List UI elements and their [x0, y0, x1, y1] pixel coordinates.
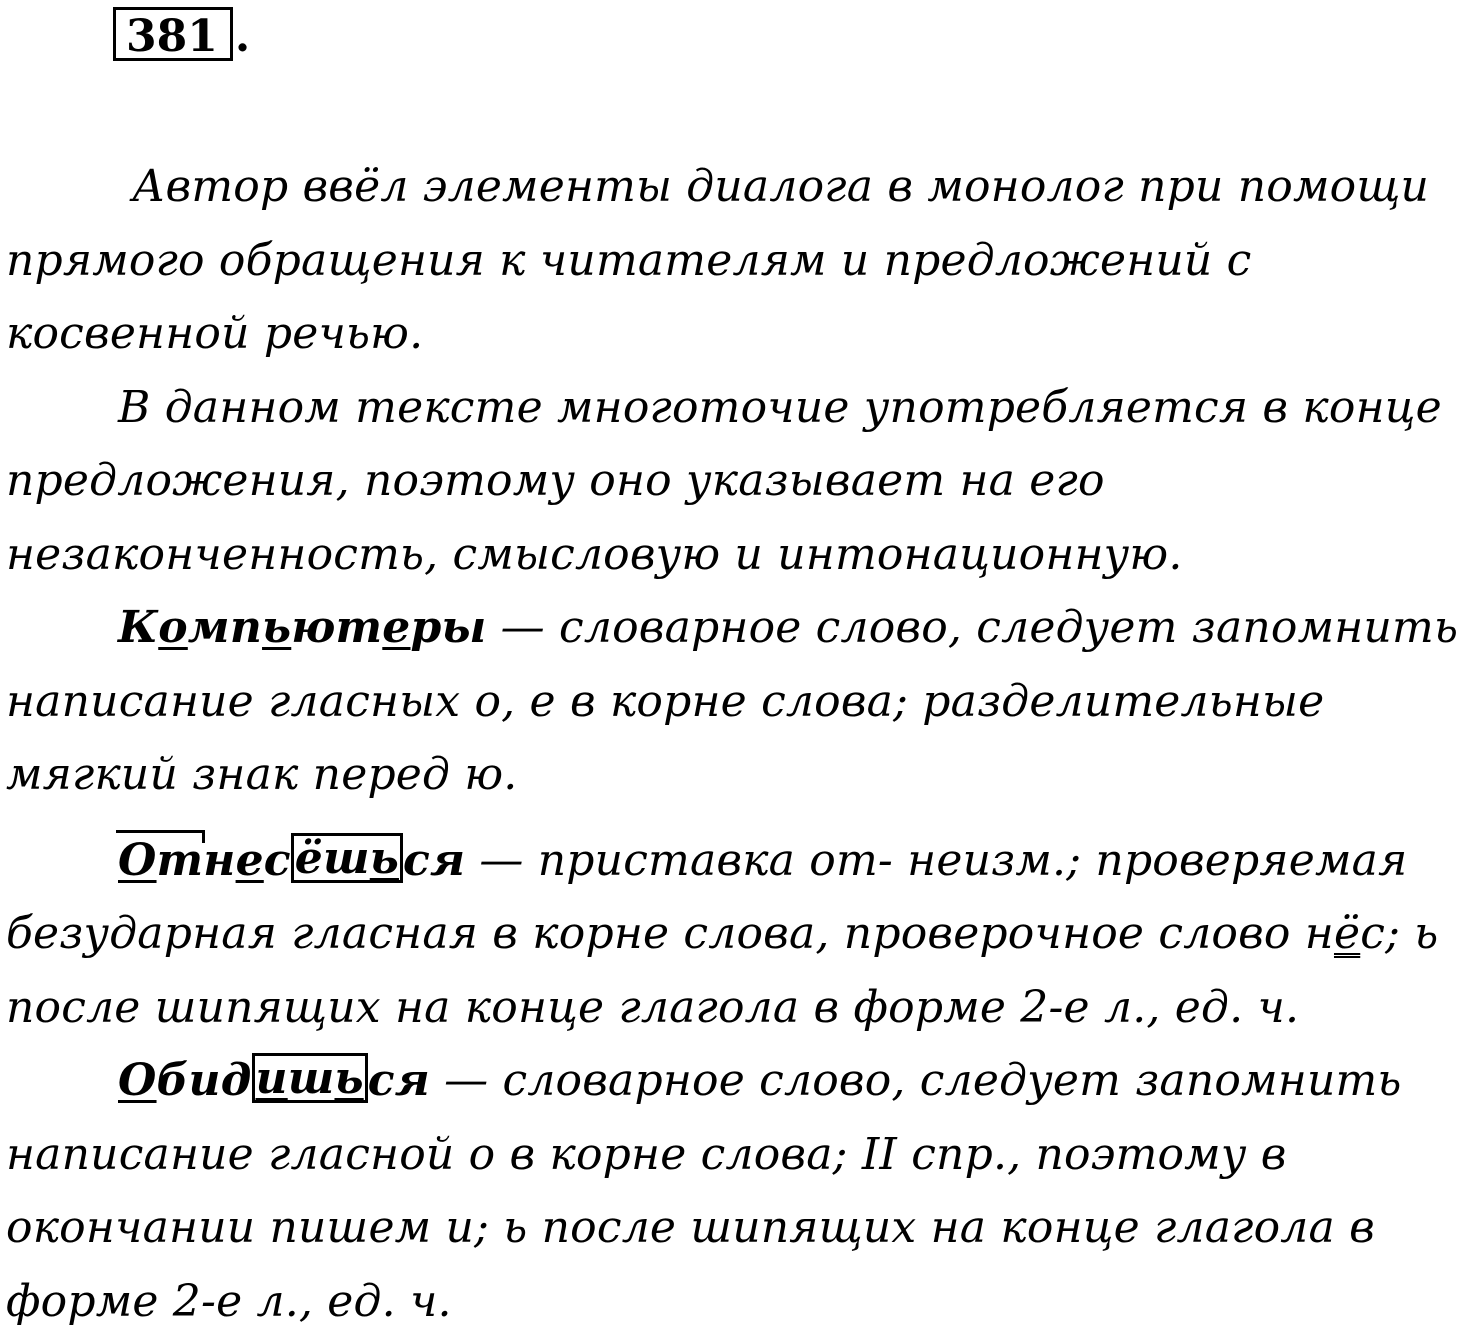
headword-part: бид [157, 1055, 252, 1106]
headword-otnesyoshsya [118, 835, 465, 886]
ending-box [291, 833, 403, 883]
para3-line3: мягкий знак перед ю. [6, 738, 1398, 812]
para2-line1: В данном тексте многоточие употребляется в конце [6, 371, 1398, 445]
para3-line1 [6, 591, 1398, 665]
ending-part: ш [288, 1053, 335, 1104]
headword-underlined-vowel: е [236, 835, 264, 886]
para3-line2: написание гласных о, е в корне слова; разделительные [6, 665, 1398, 739]
headword-part: н [203, 835, 235, 886]
para5-line4: форме 2-е л., ед. ч. [6, 1265, 1398, 1338]
exercise-number-dot: . [235, 9, 250, 65]
headword-underlined-soft-sign: ь [334, 1053, 363, 1104]
headword-underlined-soft-sign: ь [370, 833, 399, 884]
headword-part: т [157, 835, 204, 886]
para5-line2: написание гласной о в корне слова; II спр., поэтому в [6, 1118, 1398, 1192]
headword-kompyutery [118, 602, 486, 653]
double-underlined-vowel: ё [1334, 908, 1360, 959]
para3-line1-rest: — словарное слово, следует запомнить [486, 602, 1458, 653]
headword-obidishsya [118, 1055, 430, 1106]
ending-box [252, 1053, 368, 1103]
exercise-number-box: 381 [113, 7, 233, 61]
para5-line3: окончании пишем и; ь после шипящих на конце глагола в [6, 1191, 1398, 1265]
answer-text [6, 150, 1398, 1338]
headword-part: ют [291, 602, 382, 653]
para2-line2: предложения, поэтому оно указывает на его [6, 444, 1398, 518]
para4-line2 [6, 897, 1398, 971]
para4-line1-rest: — приставка от- неизм.; проверяемая [465, 835, 1407, 886]
headword-part: К [118, 602, 158, 653]
ending-part: ёш [295, 833, 370, 884]
headword-part: ры [411, 602, 487, 653]
prefix-mark [118, 824, 203, 898]
headword-part: мп [188, 602, 262, 653]
headword-underlined-vowel: О [118, 835, 157, 886]
para2-line3: незаконченность, смысловую и интонационную. [6, 518, 1398, 592]
exercise-number [113, 7, 250, 65]
para4-line2-part: с; ь [1360, 908, 1438, 959]
headword-underlined-vowel: е [382, 602, 410, 653]
para5-line1 [6, 1044, 1398, 1118]
para1-line2: прямого обращения к читателям и предложений с [6, 224, 1398, 298]
para1-line1: Автор ввёл элементы диалога в монолог при помощи [6, 150, 1398, 224]
headword-underlined-soft-sign: ь [262, 602, 291, 653]
headword-underlined-vowel: О [118, 1055, 157, 1106]
headword-underlined-vowel: о [158, 602, 188, 653]
headword-suffix: ся [403, 835, 465, 886]
para4-line2-part: безударная гласная в корне слова, проверочное слово н [6, 908, 1334, 959]
headword-underlined-vowel: и [256, 1053, 288, 1104]
para4-line3: после шипящих на конце глагола в форме 2-е л., ед. ч. [6, 971, 1398, 1045]
para5-line1-rest: — словарное слово, следует запомнить [430, 1055, 1402, 1106]
headword-suffix: ся [368, 1055, 430, 1106]
headword-part: с [264, 835, 291, 886]
para1-line3: косвенной речью. [6, 297, 1398, 371]
para4-line1 [6, 824, 1398, 898]
